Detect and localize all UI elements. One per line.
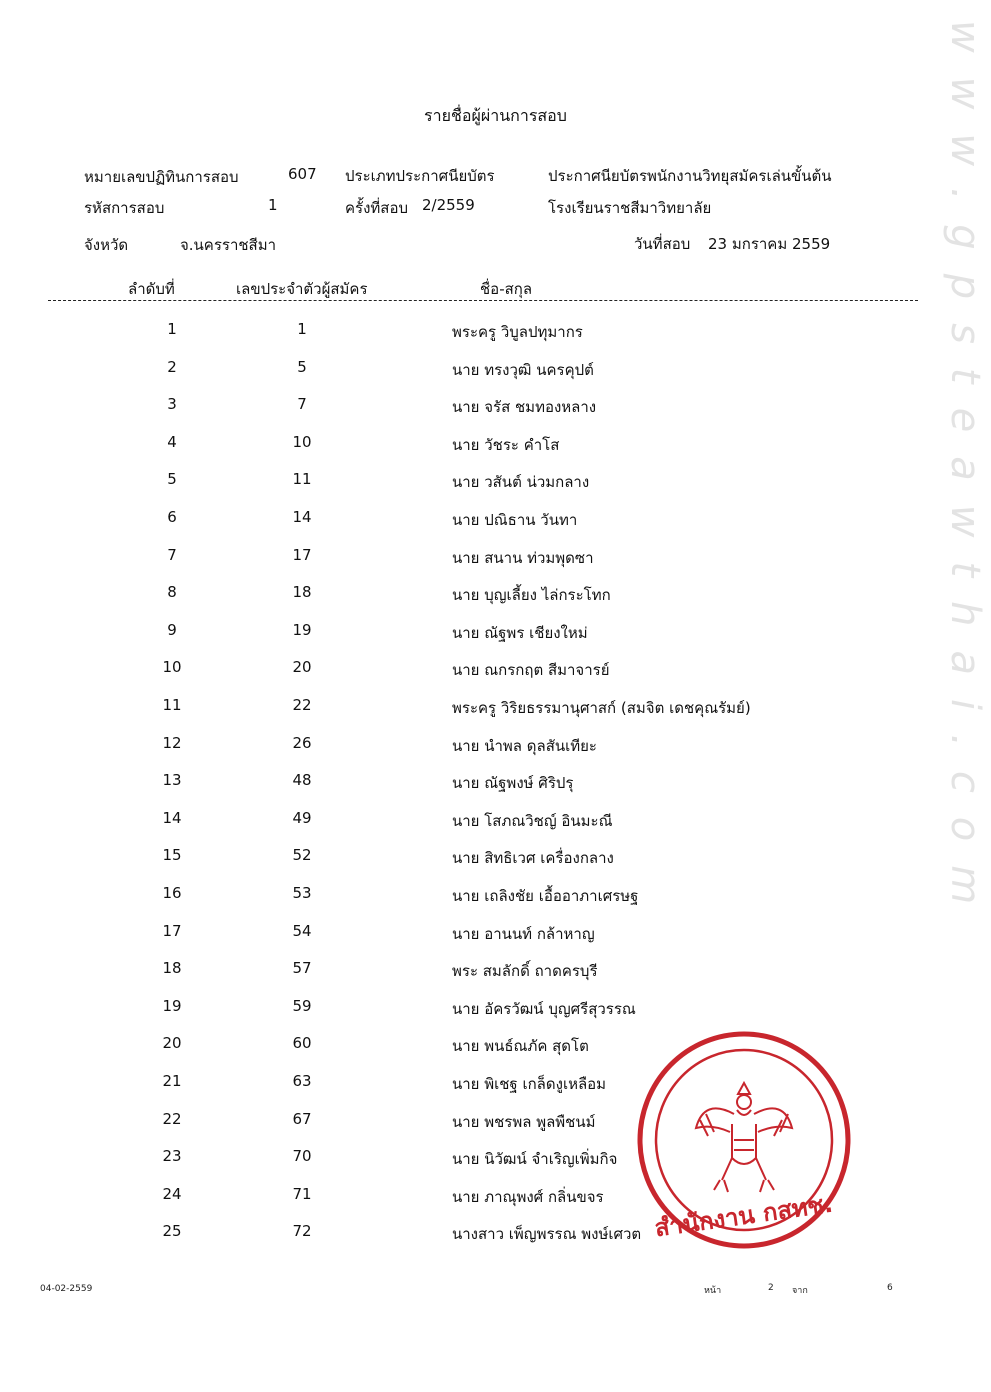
row-name: นางสาว เพ็ญพรรณ พงษ์เศวต [452, 1225, 642, 1243]
table-row [0, 884, 991, 914]
cert-type-label: ประเภทประกาศนียบัตร [345, 167, 495, 185]
row-index: 19 [162, 997, 182, 1015]
row-applicant-id: 19 [292, 621, 312, 639]
page-title: รายชื่อผู้ผ่านการสอบ [424, 106, 567, 125]
row-name: นาย บุญเลี้ยง ไล่กระโทก [452, 586, 611, 604]
row-applicant-id: 49 [292, 809, 312, 827]
row-applicant-id: 72 [292, 1222, 312, 1240]
row-applicant-id: 22 [292, 696, 312, 714]
row-name: นาย อัครวัฒน์ บุญศรีสุวรรณ [452, 1000, 636, 1018]
row-applicant-id: 10 [292, 433, 312, 451]
row-index: 13 [162, 771, 182, 789]
row-applicant-id: 70 [292, 1147, 312, 1165]
row-index: 12 [162, 734, 182, 752]
row-applicant-id: 60 [292, 1034, 312, 1052]
table-row [0, 846, 991, 876]
row-applicant-id: 1 [297, 320, 307, 338]
row-name: นาย พชรพล พูลพืชนม์ [452, 1113, 596, 1131]
row-index: 1 [167, 320, 177, 338]
row-index: 25 [162, 1222, 182, 1240]
row-name: นาย อานนท์ กล้าหาญ [452, 925, 595, 943]
table-row [0, 358, 991, 388]
row-applicant-id: 54 [292, 922, 312, 940]
table-row [0, 433, 991, 463]
cert-type-value: ประกาศนียบัตรพนักงานวิทยุสมัครเล่นขั้นต้น [548, 167, 832, 185]
row-applicant-id: 52 [292, 846, 312, 864]
column-header-applicant-id: เลขประจำตัวผู้สมัคร [236, 280, 368, 298]
table-row [0, 508, 991, 538]
table-row [0, 997, 991, 1027]
row-name: นาย ณัฐพร เชียงใหม่ [452, 624, 588, 642]
table-row [0, 546, 991, 576]
page-current: 2 [768, 1283, 774, 1293]
row-index: 22 [162, 1110, 182, 1128]
row-name: นาย ณกรกฤต สีมาจารย์ [452, 661, 610, 679]
row-index: 8 [167, 583, 177, 601]
row-index: 20 [162, 1034, 182, 1052]
row-index: 16 [162, 884, 182, 902]
row-name: นาย ทรงวุฒิ นครคุปต์ [452, 361, 594, 379]
row-index: 21 [162, 1072, 182, 1090]
row-name: นาย สนาน ท่วมพุดซา [452, 549, 594, 567]
row-name: นาย ณัฐพงษ์ ศิริปรุ [452, 774, 574, 792]
row-name: นาย นิวัฒน์ จำเริญเพิ่มกิจ [452, 1150, 618, 1168]
row-name: พระ สมลักดิ์ ถาดครบุรี [452, 962, 598, 980]
exam-code-value: 1 [268, 196, 278, 214]
row-applicant-id: 26 [292, 734, 312, 752]
row-applicant-id: 67 [292, 1110, 312, 1128]
table-row [0, 696, 991, 726]
row-applicant-id: 20 [292, 658, 312, 676]
page-label: หน้า [704, 1286, 722, 1296]
row-name: นาย เถลิงชัย เอื้ออาภาเศรษฐ [452, 887, 639, 905]
row-name: นาย วสันต์ น่วมกลาง [452, 473, 590, 491]
exam-date-value: 23 มกราคม 2559 [708, 235, 831, 253]
row-index: 11 [162, 696, 182, 714]
row-index: 15 [162, 846, 182, 864]
row-name: พระครู วิริยธรรมานุศาสก์ (สมจิต เดชคุณรัมย์) [452, 699, 751, 717]
row-index: 17 [162, 922, 182, 940]
row-index: 14 [162, 809, 182, 827]
row-name: นาย จรัส ชมทองหลาง [452, 398, 597, 416]
province-value: จ.นครราชสีมา [180, 236, 277, 254]
row-applicant-id: 57 [292, 959, 312, 977]
row-name: นาย ภาณุพงศ์ กลิ่นขจร [452, 1188, 604, 1206]
row-index: 9 [167, 621, 177, 639]
office-seal-stamp [634, 1028, 854, 1252]
row-name: นาย โสภณวิชญ์ อินมะณี [452, 812, 613, 830]
row-applicant-id: 14 [292, 508, 312, 526]
column-header-index: ลำดับที่ [128, 280, 175, 298]
table-row [0, 734, 991, 764]
row-applicant-id: 18 [292, 583, 312, 601]
table-row [0, 959, 991, 989]
row-name: พระครู วิบูลปทุมากร [452, 323, 583, 341]
row-name: นาย วัชระ คำโส [452, 436, 560, 454]
table-row [0, 583, 991, 613]
row-applicant-id: 48 [292, 771, 312, 789]
row-index: 24 [162, 1185, 182, 1203]
row-applicant-id: 63 [292, 1072, 312, 1090]
row-applicant-id: 7 [297, 395, 307, 413]
row-index: 4 [167, 433, 177, 451]
row-name: นาย สิทธิเวศ เครื่องกลาง [452, 849, 614, 867]
table-row [0, 922, 991, 952]
exam-round-label: ครั้งที่สอบ [345, 199, 408, 217]
watermark: www.gpsteawthai.com [942, 20, 988, 929]
province-label: จังหวัด [84, 236, 129, 254]
table-row [0, 395, 991, 425]
row-index: 10 [162, 658, 182, 676]
row-applicant-id: 53 [292, 884, 312, 902]
row-applicant-id: 5 [297, 358, 307, 376]
row-applicant-id: 11 [292, 470, 312, 488]
venue: โรงเรียนราชสีมาวิทยาลัย [548, 199, 712, 217]
table-row [0, 320, 991, 350]
row-index: 3 [167, 395, 177, 413]
print-date: 04-02-2559 [40, 1284, 93, 1294]
row-index: 23 [162, 1147, 182, 1165]
row-name: นาย พนธ์ณภัค สุดโต [452, 1037, 589, 1055]
table-row [0, 771, 991, 801]
row-index: 7 [167, 546, 177, 564]
exam-code-label: รหัสการสอบ [84, 199, 165, 217]
table-row [0, 470, 991, 500]
stamp-text: สำนักงาน กสทช. [652, 1189, 835, 1243]
page-total: 6 [887, 1283, 893, 1293]
row-index: 6 [167, 508, 177, 526]
row-index: 2 [167, 358, 177, 376]
exam-round-value: 2/2559 [422, 196, 475, 214]
exam-date-label: วันที่สอบ [634, 235, 691, 253]
row-index: 5 [167, 470, 177, 488]
row-applicant-id: 17 [292, 546, 312, 564]
row-name: นาย นำพล ดุลสันเทียะ [452, 737, 597, 755]
table-row [0, 809, 991, 839]
row-name: นาย พิเชฐ เกล็ดงูเหลือม [452, 1075, 607, 1093]
row-applicant-id: 59 [292, 997, 312, 1015]
exam-calendar-value: 607 [288, 165, 317, 183]
header-divider [48, 300, 918, 301]
table-row [0, 658, 991, 688]
row-applicant-id: 71 [292, 1185, 312, 1203]
table-row [0, 621, 991, 651]
exam-calendar-label: หมายเลขปฏิทินการสอบ [84, 168, 239, 186]
row-index: 18 [162, 959, 182, 977]
column-header-name: ชื่อ-สกุล [480, 280, 533, 298]
row-name: นาย ปณิธาน วันทา [452, 511, 578, 529]
page-of-label: จาก [792, 1286, 808, 1296]
